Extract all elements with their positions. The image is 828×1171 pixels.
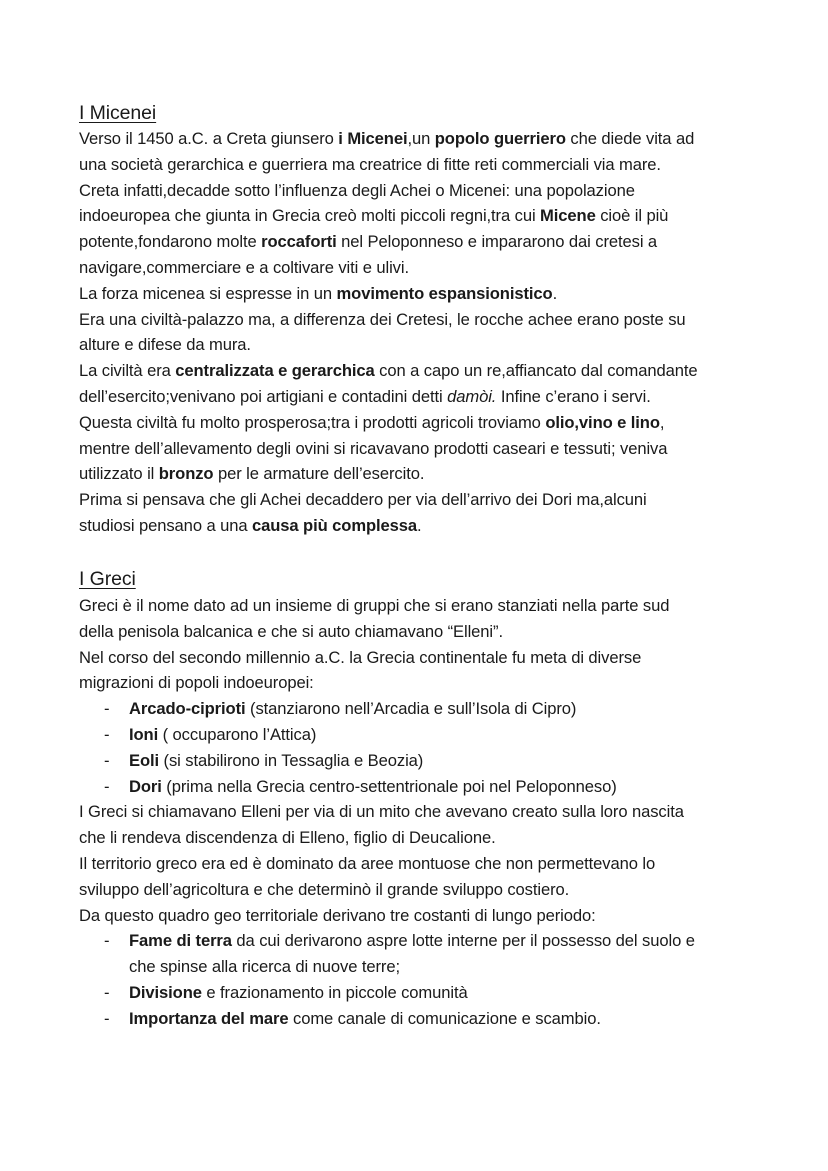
text-run: (stanziarono nell’Arcadia e sull’Isola di Cipro) — [245, 699, 577, 719]
text-run: che diede vita ad — [565, 129, 695, 148]
bold-text: movimento espansionistico — [336, 283, 553, 303]
italic-text: damòi. — [447, 386, 497, 406]
text-line — [79, 877, 779, 903]
text-line — [79, 255, 779, 281]
bold-text: olio,vino e lino — [545, 412, 660, 432]
text-run: studiosi pensano a una — [79, 515, 252, 535]
text-line — [79, 619, 779, 645]
text-run: Infine c’erano i servi. — [496, 386, 651, 406]
list-item — [79, 748, 779, 774]
text-line — [79, 513, 779, 539]
text-line — [79, 461, 779, 487]
text-run: Nel corso del secondo millennio a.C. la Grecia continentale fu meta di diverse — [79, 647, 642, 667]
text-run: indoeuropea che giunta in Grecia creò molti piccoli regni,tra cui — [79, 206, 541, 226]
bold-text: Dori — [129, 776, 162, 796]
text-run: alture e difese da mura. — [79, 335, 251, 355]
text-run: come canale di comunicazione e scambio. — [288, 1008, 601, 1028]
text-run: . — [552, 283, 558, 303]
text-line — [79, 903, 779, 929]
text-run: una società gerarchica e guerriera ma creatrice di fitte reti commerciali via mare. — [79, 154, 661, 174]
text-run: dell’esercito;venivano poi artigiani e contadini detti — [79, 386, 448, 406]
text-run: che li rendeva discendenza di Elleno, figlio di Deucalione. — [79, 828, 496, 848]
text-run: Creta infatti,decadde sotto l’influenza degli Achei o Micenei: una popolazione — [79, 180, 635, 200]
list-item — [79, 696, 779, 722]
bold-text: popolo guerriero — [434, 129, 566, 148]
text-run: da cui derivarono aspre lotte interne per il possesso del suolo e — [231, 931, 695, 951]
text-run: migrazioni di popoli indoeuropei: — [79, 673, 314, 693]
text-line — [79, 593, 779, 619]
dash-bullet: - — [104, 931, 110, 951]
text-run: Questa civiltà fu molto prosperosa;tra i prodotti agricoli troviamo — [79, 412, 546, 432]
text-run: cioè il più — [595, 206, 669, 226]
bold-text: Importanza del mare — [129, 1008, 289, 1028]
dash-bullet: - — [104, 699, 110, 719]
greci-intro — [79, 593, 779, 696]
text-run: per le armature dell’esercito. — [213, 464, 425, 484]
text-run: utilizzato il — [79, 464, 159, 484]
text-run: La forza micenea si espresse in un — [79, 283, 337, 303]
text-line — [79, 384, 779, 410]
text-run: e frazionamento in piccole comunità — [201, 982, 468, 1002]
list-item — [79, 1006, 779, 1032]
text-run: . — [417, 515, 422, 535]
list-item — [79, 774, 779, 800]
text-line — [79, 410, 779, 436]
bold-text: Fame di terra — [129, 931, 232, 951]
text-run: ( occuparono l’Attica) — [158, 724, 317, 744]
text-run: con a capo un re,affiancato dal comandante — [374, 361, 698, 381]
dash-bullet: - — [104, 1008, 110, 1028]
text-line — [79, 799, 779, 825]
text-run: che spinse alla ricerca di nuove terre; — [129, 957, 400, 977]
text-line — [79, 229, 779, 255]
dash-bullet: - — [104, 776, 110, 796]
bold-text: Divisione — [129, 982, 202, 1002]
text-run: (prima nella Grecia centro-settentrionale poi nel Peloponneso) — [161, 776, 617, 796]
text-run: della penisola balcanica e che si auto chiamavano “Elleni”. — [79, 621, 503, 641]
text-run: nel Peloponneso e impararono dai cretesi a — [336, 232, 658, 252]
bold-text: roccaforti — [261, 232, 337, 252]
dash-bullet: - — [104, 982, 110, 1002]
text-line — [79, 281, 779, 307]
text-line — [79, 851, 779, 877]
text-run: Il territorio greco era ed è dominato da aree montuose che non permettevano lo — [79, 853, 656, 873]
text-run: sviluppo dell’agricoltura e che determinò il grande sviluppo costiero. — [79, 879, 570, 899]
bold-text: Eoli — [129, 750, 160, 770]
list-item — [79, 980, 779, 1006]
bold-text: centralizzata e gerarchica — [175, 361, 375, 381]
text-line — [79, 152, 779, 178]
section-heading-micenei: I Micenei — [79, 102, 157, 124]
text-run: La civiltà era — [79, 361, 176, 381]
list-item — [79, 954, 779, 980]
dash-bullet: - — [104, 750, 110, 770]
text-run: ,un — [407, 129, 435, 148]
text-line — [79, 358, 779, 384]
bold-text: i Micenei — [338, 129, 408, 148]
text-run: , — [659, 412, 665, 432]
text-run: navigare,commerciare e a coltivare viti e ulivi. — [79, 257, 409, 277]
text-run: Greci è il nome dato ad un insieme di gruppi che si erano stanziati nella parte sud — [79, 596, 670, 615]
constants-list — [79, 928, 779, 1031]
text-run: mentre dell’allevamento degli ovini si ricavavano prodotti caseari e tessuti; veniva — [79, 438, 668, 458]
section-body-greci — [79, 593, 779, 1032]
dash-bullet: - — [104, 724, 110, 744]
text-run: Era una civiltà-palazzo ma, a differenza dei Cretesi, le rocche achee erano poste su — [79, 309, 686, 329]
text-line — [79, 670, 779, 696]
text-line — [79, 126, 779, 152]
bold-text: Micene — [540, 206, 596, 226]
bold-text: Ioni — [129, 724, 159, 744]
migrations-list — [79, 696, 779, 799]
text-line — [79, 825, 779, 851]
text-run: Da questo quadro geo territoriale derivano tre costanti di lungo periodo: — [79, 905, 596, 925]
greci-middle — [79, 799, 779, 928]
bold-text: bronzo — [158, 464, 214, 484]
list-item — [79, 722, 779, 748]
text-line — [79, 487, 779, 513]
text-line — [79, 307, 779, 333]
text-run: I Greci si chiamavano Elleni per via di un mito che avevano creato sulla loro nascita — [79, 802, 684, 822]
text-run: Verso il 1450 a.C. a Creta giunsero — [79, 129, 339, 148]
section-body-micenei — [79, 126, 779, 539]
text-run: Prima si pensava che gli Achei decaddero per via dell’arrivo dei Dori ma,alcuni — [79, 490, 647, 510]
bold-text: causa più complessa — [252, 515, 418, 535]
text-run: potente,fondarono molte — [79, 232, 262, 252]
text-line — [79, 436, 779, 462]
text-run: (si stabilirono in Tessaglia e Beozia) — [159, 750, 424, 770]
section-heading-greci: I Greci — [79, 568, 136, 590]
bold-text: Arcado-ciprioti — [129, 699, 246, 719]
text-line — [79, 332, 779, 358]
text-line — [79, 178, 779, 204]
list-item — [79, 928, 779, 954]
text-line — [79, 203, 779, 229]
text-line — [79, 645, 779, 671]
